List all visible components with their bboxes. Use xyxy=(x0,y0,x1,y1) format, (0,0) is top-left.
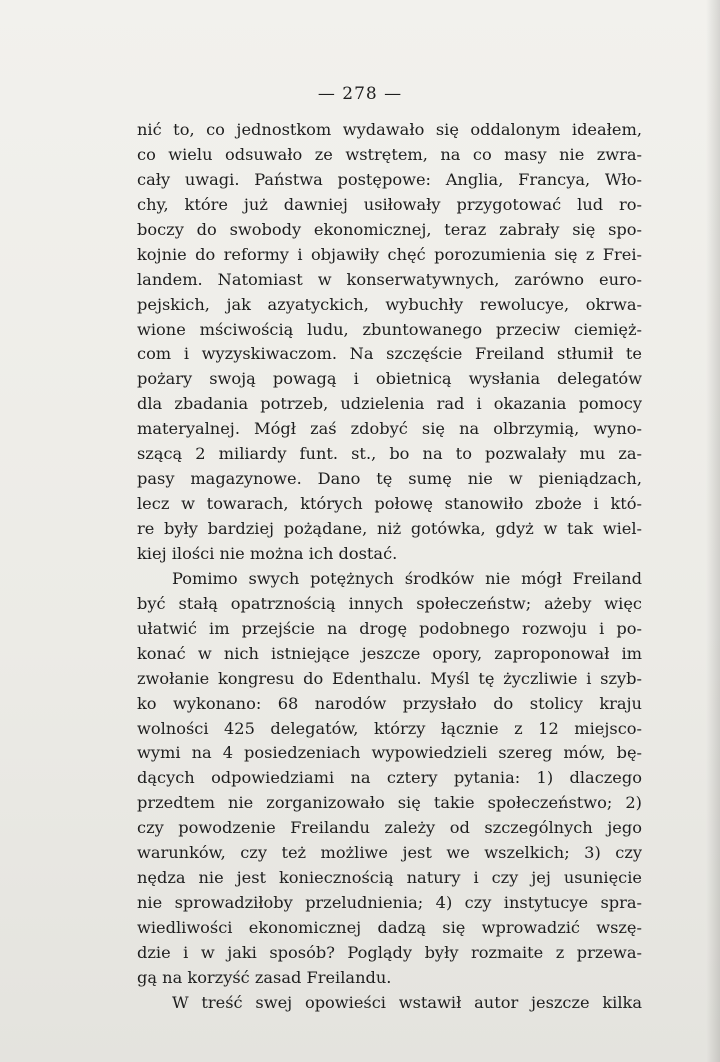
text-line: landem. Natomiast w konserwatywnych, zarówno euro- xyxy=(137,269,642,289)
text-line: pasy magazynowe. Dano tę sumę nie w pieniądzach, xyxy=(137,469,642,489)
page-edge-shadow xyxy=(706,0,720,1062)
paragraph-start-line: Pomimo swych potężnych środków nie mógł Freiland xyxy=(172,568,642,588)
text-line: wiedliwości ekonomicznej dadzą się wprowadzić wszę- xyxy=(137,918,642,937)
text-line: ko wykonano: 68 narodów przysłało do stolicy kraju xyxy=(137,693,642,713)
text-line: być stałą opatrznością innych społeczeństw; ażeby więc xyxy=(137,593,642,613)
text-line: dla zbadania potrzeb, udzielenia rad i okazania pomocy xyxy=(137,394,642,414)
text-line: boczy do swobody ekonomicznej, teraz zabrały się spo- xyxy=(137,219,642,239)
text-line: konać w nich istniejące jeszcze opory, zaproponował im xyxy=(137,643,642,663)
text-line: nie sprowadziłoby przeludnienia; 4) czy instytucye spra- xyxy=(137,893,642,913)
text-line: zwołanie kongresu do Edenthalu. Myśl tę życzliwie i szyb- xyxy=(137,668,642,688)
text-line: chy, które już dawniej usiłowały przygotować lud ro- xyxy=(137,194,642,214)
text-line: szącą 2 miliardy funt. st., bo na to pozwalały mu za- xyxy=(137,444,642,464)
text-line: wolności 425 delegatów, którzy łącznie z 12 miejsco- xyxy=(137,718,642,738)
page-number-header: — 278 — xyxy=(317,84,403,104)
text-line: com i wyzyskiwaczom. Na szczęście Freiland stłumił te xyxy=(137,344,642,364)
text-line: co wielu odsuwało ze wstrętem, na co masy nie zwra- xyxy=(137,144,642,164)
text-line: materyalnej. Mógł zaś zdobyć się na olbrzymią, wyno- xyxy=(137,419,642,439)
text-line: nędza nie jest koniecznością natury i czy jej usunięcie xyxy=(137,868,642,888)
text-line: warunków, czy też możliwe jest we wszelkich; 3) czy xyxy=(137,843,642,863)
text-line: dzie i w jaki sposób? Poglądy były rozmaite z przewa- xyxy=(137,942,642,962)
text-line: przedtem nie zorganizowało się takie społeczeństwo; 2) xyxy=(137,793,642,813)
text-line: dących odpowiedziami na cztery pytania: 1) dlaczego xyxy=(137,768,642,788)
text-line: cały uwagi. Państwa postępowe: Anglia, Francya, Wło- xyxy=(137,169,642,189)
text-line: wione mściwością ludu, zbuntowanego przeciw ciemięż- xyxy=(137,319,642,339)
text-line: kojnie do reformy i objawiły chęć porozumienia się z Frei- xyxy=(137,244,642,264)
text-line: pożary swoją powagą i obietnicą wysłania delegatów xyxy=(137,369,642,389)
body-text xyxy=(137,118,642,1016)
text-line: wymi na 4 posiedzeniach wypowiedzieli szereg mów, bę- xyxy=(137,743,642,763)
text-line: nić to, co jednostkom wydawało się oddalonym ideałem, xyxy=(137,120,642,139)
paragraph-start-line: W treść swej opowieści wstawił autor jeszcze kilka xyxy=(172,992,642,1012)
text-line: re były bardziej pożądane, niż gotówka, gdyż w tak wiel- xyxy=(137,519,642,538)
text-line: pejskich, jak azyatyckich, wybuchły rewolucye, okrwa- xyxy=(137,294,642,314)
text-line: ułatwić im przejście na drogę podobnego rozwoju i po- xyxy=(137,618,642,638)
paragraph-end-line: gą na korzyść zasad Freilandu. xyxy=(137,967,392,987)
text-line: lecz w towarach, których połowę stanowiło zboże i któ- xyxy=(137,494,642,514)
text-line: czy powodzenie Freilandu zależy od szczególnych jego xyxy=(137,818,642,838)
paragraph-end-line: kiej ilości nie można ich dostać. xyxy=(137,543,398,563)
